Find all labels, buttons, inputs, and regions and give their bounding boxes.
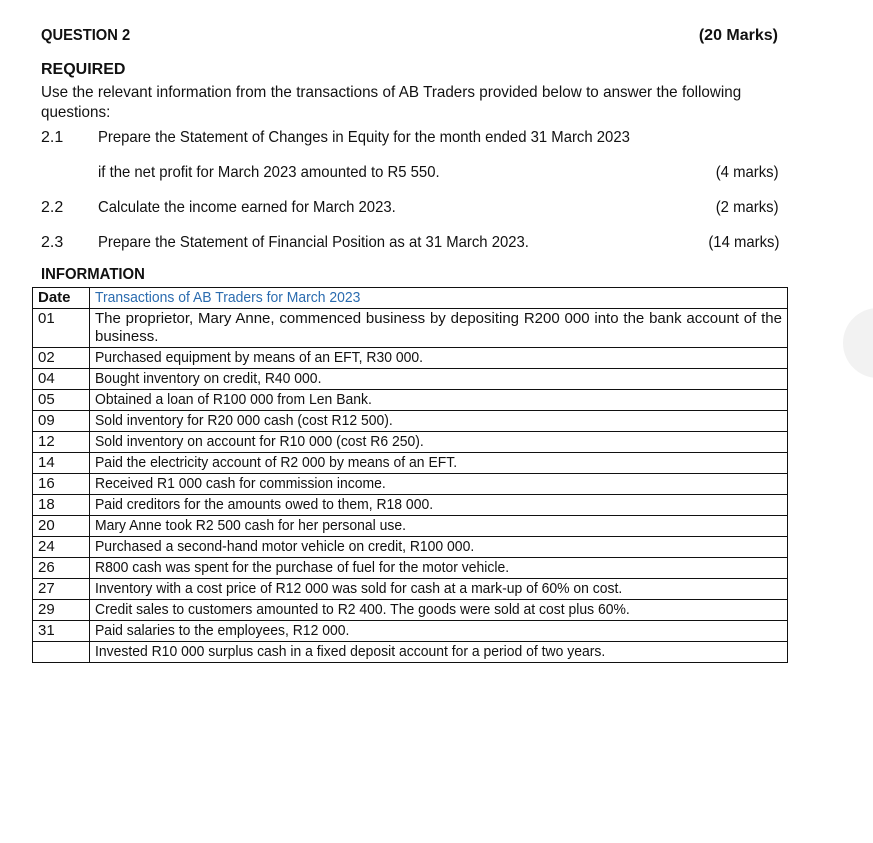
question-text-line-2: if the net profit for March 2023 amounted to R5 550. [98,164,440,181]
table-row [33,600,788,621]
row-date: 12 [33,432,90,453]
row-date: 24 [33,537,90,558]
row-description: Paid the electricity account of R2 000 by means of an EFT. [90,453,788,474]
row-date: 05 [33,390,90,411]
table-row [33,348,788,369]
row-date: 31 [33,621,90,642]
table-row [33,390,788,411]
table-row [33,432,788,453]
row-description: Purchased equipment by means of an EFT, R30 000. [90,348,788,369]
row-date: 09 [33,411,90,432]
row-description: Paid salaries to the employees, R12 000. [90,621,788,642]
row-date: 04 [33,369,90,390]
row-description: Sold inventory on account for R10 000 (cost R6 250). [90,432,788,453]
question-text-line-1: Prepare the Statement of Changes in Equity for the month ended 31 March 2023 [98,129,630,146]
question-number: 2.3 [41,234,64,251]
row-date: 16 [33,474,90,495]
table-row [33,537,788,558]
transactions-table [32,287,788,663]
table-row [33,621,788,642]
row-description: The proprietor, Mary Anne, commenced business by depositing R200 000 into the bank account of the business. [90,309,788,348]
required-intro: Use the relevant information from the transactions of AB Traders provided below to answer the following questions: [41,84,742,121]
table-row [33,579,788,600]
table-row [33,558,788,579]
table-row [33,642,788,663]
row-date: 26 [33,558,90,579]
question-number: 2.2 [41,199,64,216]
question-text: Calculate the income earned for March 2023. [98,199,396,216]
row-description: Credit sales to customers amounted to R2 400. The goods were sold at cost plus 60%. [90,600,788,621]
row-description: Sold inventory for R20 000 cash (cost R12 500). [90,411,788,432]
row-description: Bought inventory on credit, R40 000. [90,369,788,390]
information-heading: INFORMATION [41,266,145,283]
row-date: 20 [33,516,90,537]
question-text: Prepare the Statement of Financial Position as at 31 March 2023. [98,234,529,251]
row-description: Invested R10 000 surplus cash in a fixed deposit account for a period of two years. [90,642,788,663]
row-description: Purchased a second-hand motor vehicle on credit, R100 000. [90,537,788,558]
row-date: 01 [33,309,90,348]
question-marks: (14 marks) [707,234,779,251]
table-row [33,516,788,537]
row-description: Paid creditors for the amounts owed to them, R18 000. [90,495,788,516]
question-title: QUESTION 2 [41,27,131,44]
date-column-header: Date [33,288,90,309]
table-row [33,474,788,495]
row-description: Inventory with a cost price of R12 000 was sold for cash at a mark-up of 60% on cost. [90,579,788,600]
question-number: 2.1 [41,129,64,146]
question-marks: (2 marks) [716,199,779,216]
row-date: 27 [33,579,90,600]
row-date: 29 [33,600,90,621]
table-row [33,369,788,390]
row-description: R800 cash was spent for the purchase of fuel for the motor vehicle. [90,558,788,579]
row-date: 14 [33,453,90,474]
row-description: Mary Anne took R2 500 cash for her personal use. [90,516,788,537]
row-date: 02 [33,348,90,369]
question-total-marks: (20 Marks) [698,27,778,44]
row-date [33,642,90,663]
table-row [33,309,788,348]
table-row [33,495,788,516]
table-row [33,453,788,474]
question-marks: (4 marks) [716,164,779,181]
row-description: Received R1 000 cash for commission income. [90,474,788,495]
row-description: Obtained a loan of R100 000 from Len Bank. [90,390,788,411]
transactions-table-title: Transactions of AB Traders for March 2023 [90,288,788,309]
required-heading: REQUIRED [41,61,126,78]
row-date: 18 [33,495,90,516]
table-header-row [33,288,788,309]
scroll-edge-indicator [843,308,873,378]
table-row [33,411,788,432]
